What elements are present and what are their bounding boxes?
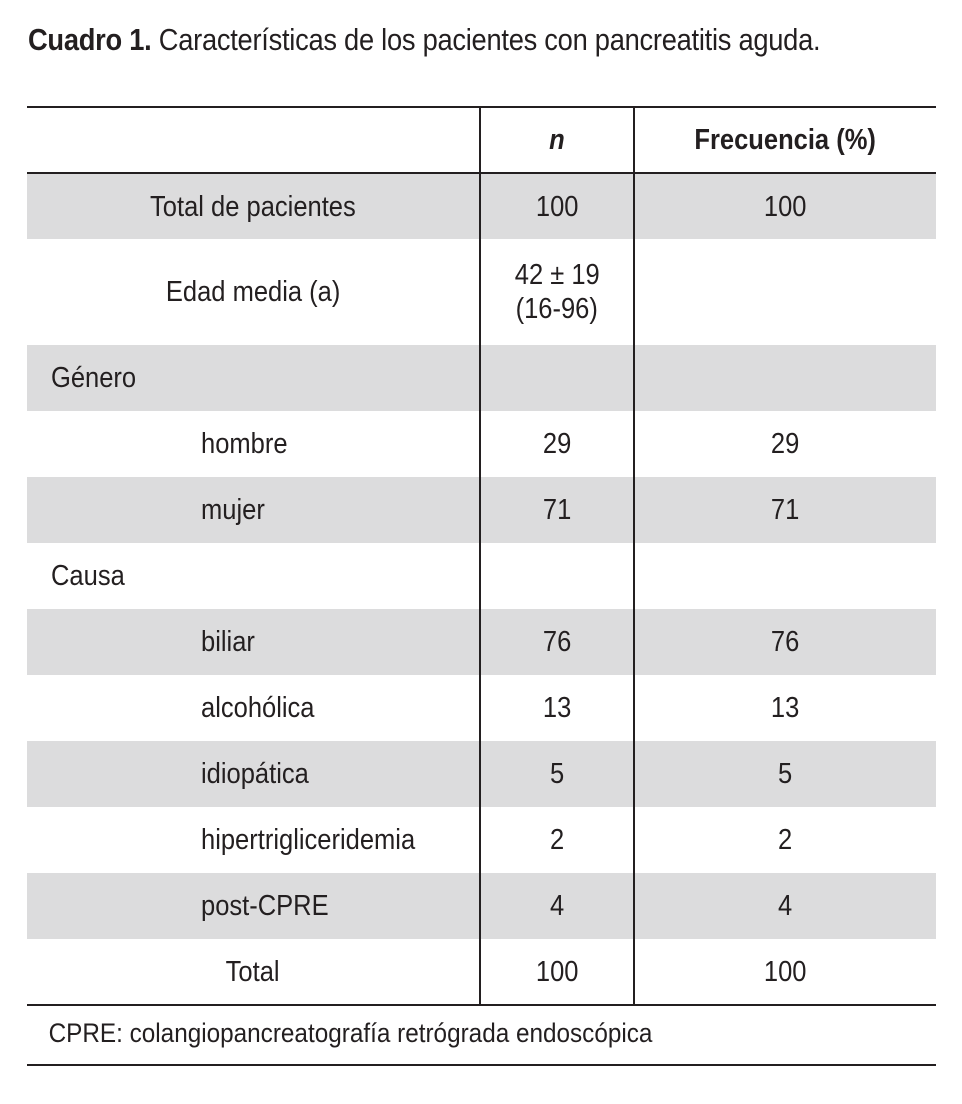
row-n: 2 [480, 807, 634, 873]
table-row [27, 939, 936, 1005]
table-row [27, 411, 936, 477]
row-frequency: 29 [634, 411, 936, 477]
row-frequency [634, 239, 936, 345]
row-frequency: 100 [634, 173, 936, 239]
row-label: Total [226, 955, 280, 988]
table-row [27, 609, 936, 675]
row-n: 13 [480, 675, 634, 741]
row-frequency: 4 [634, 873, 936, 939]
header-cell-n: n [480, 107, 634, 173]
row-frequency: 71 [634, 477, 936, 543]
patient-characteristics-table [27, 106, 936, 1006]
row-frequency [634, 543, 936, 609]
row-frequency: 76 [634, 609, 936, 675]
table-row [27, 239, 936, 345]
row-label: hipertrigliceridemia [201, 824, 416, 856]
row-label: hombre [201, 428, 288, 460]
table-header-row [27, 107, 936, 173]
row-n: 100 [480, 173, 634, 239]
row-n [480, 239, 634, 345]
table-row [27, 477, 936, 543]
row-label: idiopática [27, 741, 480, 807]
footnote-text: CPRE: colangiopancreatografía retrógrada endoscópica [48, 1018, 653, 1048]
row-label: Edad media (a) [165, 276, 341, 308]
row-frequency [634, 345, 936, 411]
row-label: Total de pacientes [27, 173, 480, 239]
row-frequency: 2 [634, 807, 936, 873]
header-cell-label [27, 107, 480, 173]
row-n: 76 [480, 609, 634, 675]
row-n [480, 543, 634, 609]
table-row [27, 675, 936, 741]
table-caption [28, 22, 820, 58]
table-row [27, 807, 936, 873]
row-label: Género [27, 345, 480, 411]
row-n: 71 [480, 477, 634, 543]
table-row [27, 873, 936, 939]
row-label: post-CPRE [27, 873, 480, 939]
table-row [27, 173, 936, 239]
row-frequency: 5 [634, 741, 936, 807]
row-label: alcohólica [201, 692, 315, 724]
row-n: 29 [480, 411, 634, 477]
caption-label: Cuadro 1. [28, 22, 152, 57]
row-frequency: 100 [634, 939, 936, 1005]
row-label: Causa [51, 560, 125, 592]
row-label: biliar [27, 609, 480, 675]
row-n-range: (16-96) [515, 293, 599, 325]
table-footnote [27, 1002, 936, 1066]
row-n: 100 [480, 939, 634, 1005]
row-label: mujer [27, 477, 480, 543]
row-frequency: 13 [634, 675, 936, 741]
row-n-mean: 42 ± 19 [514, 259, 600, 291]
table-row [27, 741, 936, 807]
caption-text: Características de los pacientes con pancreatitis aguda. [158, 22, 821, 57]
row-n [480, 345, 634, 411]
row-n: 4 [480, 873, 634, 939]
table-row [27, 345, 936, 411]
header-cell-frequency: Frecuencia (%) [634, 107, 936, 173]
table-row [27, 543, 936, 609]
row-n: 5 [480, 741, 634, 807]
